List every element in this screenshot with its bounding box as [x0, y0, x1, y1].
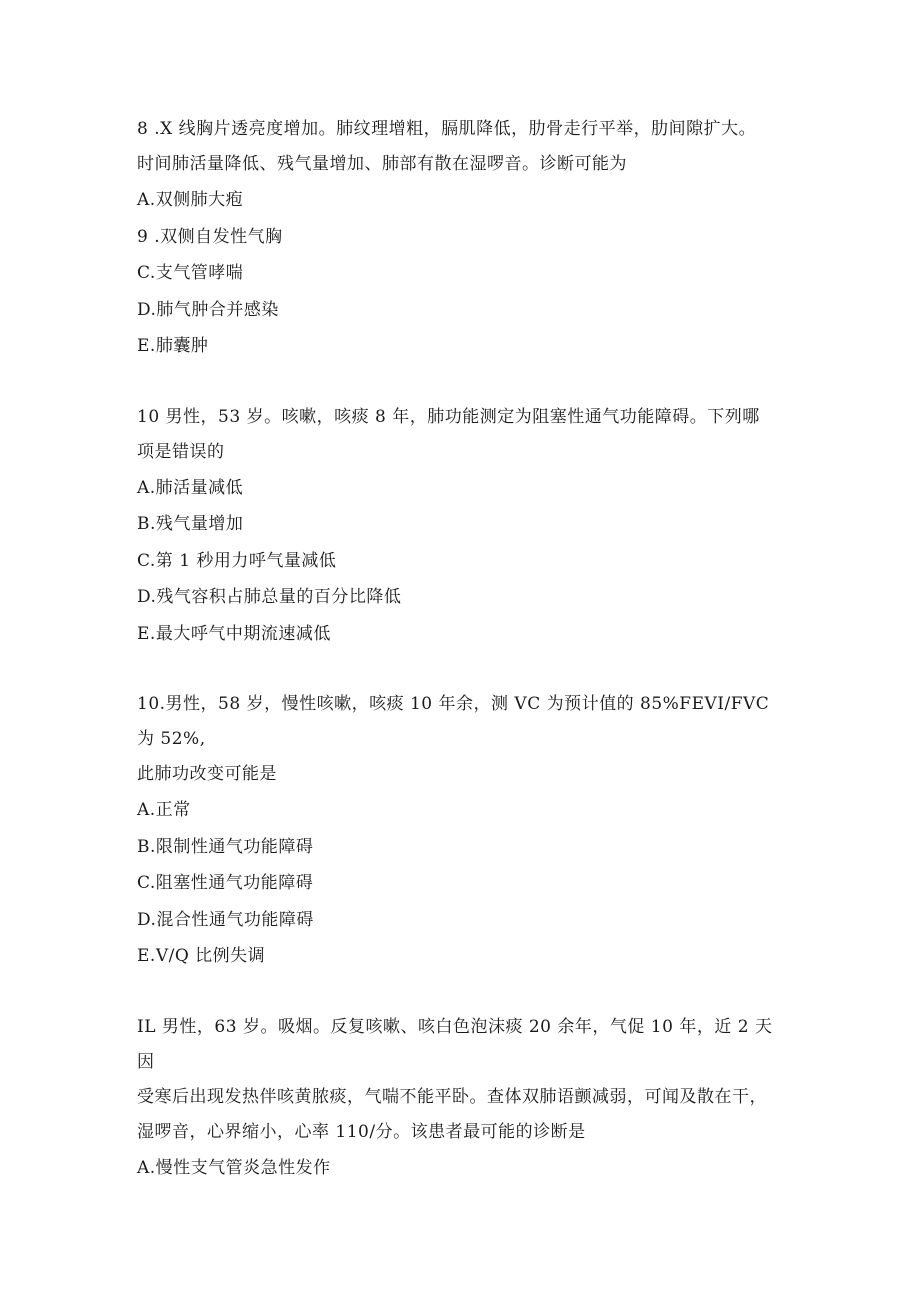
answer-option: B.残气量增加 — [137, 514, 244, 534]
answer-option: E.最大呼气中期流速减低 — [137, 623, 331, 644]
question-block — [137, 400, 787, 653]
question-block — [137, 112, 787, 365]
question-block — [137, 687, 787, 975]
question-stem-line: 10 男性，53 岁。咳嗽，咳痰 8 年，肺功能测定为阻塞性通气功能障碍。下列哪 — [137, 406, 760, 427]
answer-option: A.双侧肺大疱 — [137, 190, 244, 210]
question-stem-line: IL 男性，63 岁。吸烟。反复咳嗽、咳白色泡沫痰 20 余年，气促 10 年，近 2 天因 — [137, 1016, 773, 1072]
answer-option: D.混合性通气功能障碍 — [137, 909, 314, 930]
answer-option: C.第 1 秒用力呼气量减低 — [137, 550, 337, 571]
question-spacer — [137, 652, 787, 687]
question-stem-line: 受寒后出现发热伴咳黄脓痰，气喘不能平卧。查体双肺语颤减弱，可闻及散在干， — [137, 1086, 767, 1107]
question-stem-line: 时间肺活量降低、残气量增加、肺部有散在湿啰音。诊断可能为 — [137, 154, 627, 174]
answer-option: C.支气管哮喘 — [137, 263, 244, 283]
answer-option: E.肺囊肿 — [137, 336, 209, 356]
question-stem-line: 项是错误的 — [137, 441, 225, 462]
question-spacer — [137, 975, 787, 1010]
question-stem-line: 10.男性，58 岁，慢性咳嗽，咳痰 10 年余，测 VC 为预计值的 85%FEVI/FVC 为 52%, — [137, 694, 770, 749]
answer-option: E.V/Q 比例失调 — [137, 946, 266, 966]
answer-option: D.肺气肿合并感染 — [137, 299, 279, 320]
question-spacer — [137, 365, 787, 400]
question-block — [137, 1010, 787, 1187]
answer-option: B.限制性通气功能障碍 — [137, 836, 314, 857]
answer-option: A.正常 — [137, 800, 191, 820]
document-page — [137, 112, 787, 1186]
answer-option: C.阻塞性通气功能障碍 — [137, 873, 314, 893]
question-stem-line: 8 .X 线胸片透亮度增加。肺纹理增粗，膈肌降低，肋骨走行平举，肋间隙扩大。 — [137, 119, 757, 139]
answer-option: 9 .双侧自发性气胸 — [137, 226, 283, 247]
answer-option: D.残气容积占肺总量的百分比降低 — [137, 587, 402, 607]
answer-option: A.肺活量减低 — [137, 477, 244, 498]
answer-option: A.慢性支气管炎急性发作 — [137, 1157, 331, 1178]
question-stem-line: 湿啰音，心界缩小，心率 110/分。该患者最可能的诊断是 — [137, 1121, 586, 1142]
question-stem-line: 此肺功改变可能是 — [137, 764, 277, 784]
